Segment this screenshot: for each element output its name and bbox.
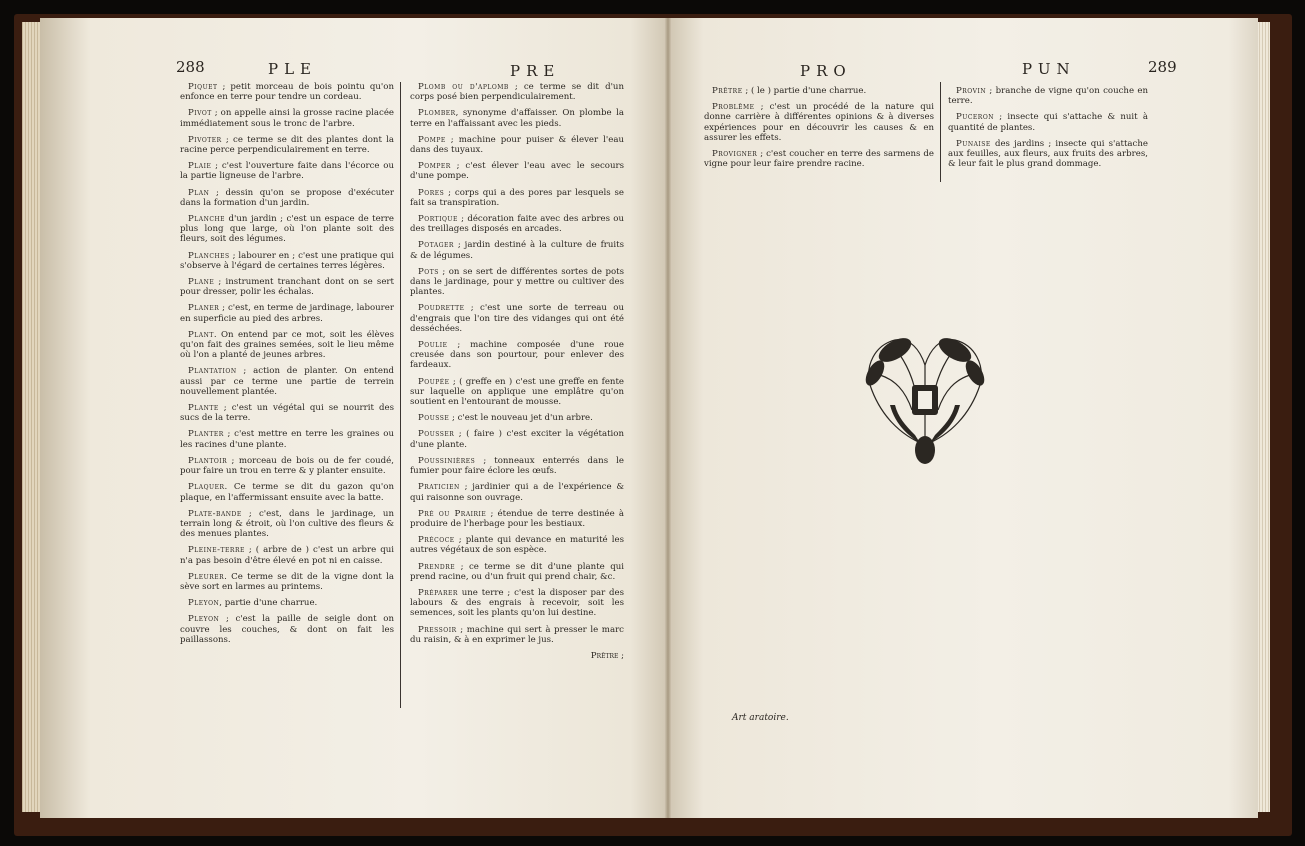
dictionary-entry <box>410 340 624 371</box>
entry-term: Plantoir <box>188 455 228 466</box>
entry-term: Punaise <box>956 138 991 149</box>
footer-label: Art aratoire. <box>732 713 789 723</box>
entry-term: Planer <box>188 303 220 314</box>
dictionary-entry <box>704 149 934 169</box>
entry-definition: ; c'est la paille de seigle dont on couvre les couches, & dont on fait les paillassons. <box>180 614 394 645</box>
dictionary-entry <box>410 482 624 502</box>
dictionary-entry <box>410 108 624 128</box>
entry-term: Plaquer <box>188 482 225 493</box>
dictionary-entry <box>180 188 394 208</box>
page-edges-right <box>1256 22 1270 812</box>
dictionary-entry <box>410 625 624 645</box>
entry-definition: . Ce terme se dit du gazon qu'on plaque, en l'affermissant ensuite avec la batte. <box>180 482 394 503</box>
dictionary-entry <box>410 135 624 155</box>
entry-term: Portique <box>418 214 458 225</box>
entry-definition: . Ce terme se dit de la vigne dont la sève sort en larmes au printems. <box>180 571 394 592</box>
dictionary-entry <box>180 509 394 540</box>
entry-definition: ; labourer en ; c'est une pratique qui s'observe à l'égard de certaines terres légères. <box>180 250 394 271</box>
dictionary-entry <box>948 139 1148 170</box>
dictionary-entry <box>180 598 394 608</box>
entry-term: Plantation <box>188 366 237 377</box>
dictionary-entry <box>180 545 394 565</box>
entry-term: Poudrette <box>418 303 465 314</box>
dictionary-entry <box>410 161 624 181</box>
entry-term: Pleyon <box>188 598 220 609</box>
entry-definition: ; instrument tranchant dont on se sert pour dresser, polir les échalas. <box>180 277 394 298</box>
entry-definition: ; corps qui a des pores par lesquels se fait sa transpiration. <box>410 187 624 208</box>
entry-definition: ; tonneaux enterrés dans le fumier pour faire éclore les œufs. <box>410 455 624 477</box>
entry-term: Pores <box>418 187 445 198</box>
entry-definition: ; insecte qui s'attache & nuit à quantité de plantes. <box>948 112 1148 133</box>
dictionary-entry <box>410 535 624 555</box>
dictionary-entry <box>410 509 624 529</box>
dictionary-entry <box>410 214 624 234</box>
dictionary-entry <box>180 403 394 423</box>
ornamental-vignette <box>840 325 1010 475</box>
dictionary-entry <box>410 303 624 334</box>
entry-definition: ; jardin destiné à la culture de fruits & de légumes. <box>410 240 624 261</box>
right-header-first: PRO <box>800 62 852 80</box>
entry-definition: ; c'est, dans le jardinage, un terrain long & étroit, où l'on cultive des fleurs & des menues plantes. <box>180 508 394 540</box>
entry-definition: ; machine qui sert à presser le marc du raisin, & à en exprimer le jus. <box>410 624 624 645</box>
entry-definition: ; ce terme se dit d'un corps posé bien perpendiculairement. <box>410 82 624 103</box>
left-page-column-1 <box>180 82 394 651</box>
catchword: Prêtre ; <box>590 650 624 661</box>
entry-definition: ; machine composée d'une roue creusée dans son pourtour, pour enlever des fardeaux. <box>410 340 624 371</box>
entry-term: Problême <box>712 102 755 113</box>
entry-term: Piquet <box>188 82 218 92</box>
dictionary-entry <box>410 413 624 423</box>
entry-term: Poussinières <box>418 455 476 466</box>
entry-term: Poupée <box>418 376 450 387</box>
dictionary-entry <box>410 562 624 582</box>
dictionary-entry <box>180 277 394 297</box>
left-header-second: PRE <box>510 62 561 80</box>
entry-term: Provigner <box>712 149 758 160</box>
entry-term: Plane <box>188 277 215 288</box>
entry-definition: ; étendue de terre destinée à produire de l'herbage pour les bestiaux. <box>410 508 625 529</box>
right-header-second: PUN <box>1022 60 1076 78</box>
dictionary-entry <box>704 86 934 96</box>
dictionary-entry <box>704 102 934 143</box>
entry-term: Pomper <box>418 161 451 172</box>
dictionary-entry <box>410 188 624 208</box>
entry-term: Pousse <box>418 413 450 424</box>
right-column-rule <box>940 82 941 182</box>
entry-definition: ; plante qui devance en maturité les autres végétaux de son espèce. <box>410 535 624 556</box>
entry-term: Planches <box>188 250 230 261</box>
entry-term: Pompe <box>418 134 446 145</box>
dictionary-entry <box>180 456 394 476</box>
entry-definition: des jardins ; insecte qui s'attache aux feuilles, aux fleurs, aux fruits des arbres, & leur fait le plus grand dommage. <box>948 138 1148 170</box>
entry-term: Pots <box>418 266 439 277</box>
entry-term: Pivot <box>188 108 212 119</box>
entry-term: Plomber <box>418 108 456 119</box>
entry-definition: ; on appelle ainsi la grosse racine placée immédiatement sous le tronc de l'arbre. <box>180 108 394 129</box>
entry-definition: ; branche de vigne qu'on couche en terre. <box>948 86 1148 107</box>
dictionary-entry <box>410 240 624 260</box>
entry-term: Plant <box>188 329 214 340</box>
right-page-column-2 <box>948 86 1148 175</box>
entry-term: Pressoir <box>418 624 457 635</box>
dictionary-entry <box>180 572 394 592</box>
entry-term: Pleine-terre <box>188 545 245 556</box>
entry-definition: ; c'est un procédé de la nature qui donne carrière à différentes opinions & à diverses expériences pour en découvrir les causes & en assurer les effets. <box>704 102 934 143</box>
dictionary-entry <box>948 86 1148 106</box>
entry-definition: ; c'est une sorte de terreau ou d'engrais que l'on tire des vidanges qui ont été desséchées. <box>410 303 624 334</box>
dictionary-entry <box>410 588 624 619</box>
entry-definition: ; morceau de bois ou de fer coudé, pour faire un trou en terre & y planter ensuite. <box>180 455 394 477</box>
right-page-column-1 <box>704 86 934 175</box>
entry-definition: ; c'est, en terme de jardinage, labourer en superficie au pied des arbres. <box>180 303 394 324</box>
dictionary-entry <box>180 82 394 102</box>
entry-term: Pleyon <box>188 614 220 625</box>
entry-definition: ; c'est un végétal qui se nourrit des sucs de la terre. <box>180 403 394 424</box>
dictionary-entry <box>180 135 394 155</box>
entry-definition: ; jardinier qui a de l'expérience & qui raisonne son ouvrage. <box>410 482 624 503</box>
entry-term: Plaie <box>188 161 212 172</box>
dictionary-entry <box>180 108 394 128</box>
entry-term: Préparer <box>418 587 458 598</box>
dictionary-entry <box>180 161 394 181</box>
entry-term: Plate-bande <box>188 508 242 519</box>
entry-definition: ; ce terme se dit d'une plante qui prend racine, ou d'un fruit qui prend chair, &c. <box>410 561 624 582</box>
right-page-number: 289 <box>1148 58 1177 76</box>
entry-term: Planche <box>188 214 226 225</box>
entry-term: Pivoter <box>188 134 222 145</box>
entry-term: Pousser <box>418 429 455 440</box>
left-page-number: 288 <box>176 58 205 76</box>
dictionary-entry <box>180 303 394 323</box>
entry-definition: ; c'est l'ouverture faite dans l'écorce ou la partie ligneuse de l'arbre. <box>180 161 394 182</box>
entry-term: Poulie <box>418 340 448 351</box>
entry-term: Prendre <box>418 561 456 572</box>
entry-definition: ; dessin qu'on se propose d'exécuter dans la formation d'un jardin. <box>180 187 394 208</box>
dictionary-entry <box>410 429 624 449</box>
dictionary-entry <box>180 251 394 271</box>
dictionary-entry <box>410 377 624 408</box>
dictionary-entry <box>410 82 624 102</box>
dictionary-entry <box>180 330 394 361</box>
entry-definition: ; ( greffe en ) c'est une greffe en fente sur laquelle on applique une emplâtre qu'on soutient en l'entourant de mousse. <box>410 376 624 408</box>
entry-definition: ; action de planter. On entend aussi par ce terme une partie de terrein nouvellement plantée. <box>180 366 394 397</box>
left-header-first: PLE <box>268 60 318 78</box>
entry-term: Précoce <box>418 535 455 546</box>
dictionary-entry <box>180 482 394 502</box>
entry-definition: d'un jardin ; c'est un espace de terre plus long que large, où l'on plante soit des fleurs, soit des légumes. <box>180 214 394 245</box>
entry-term: Pré ou Prairie <box>418 508 487 519</box>
dictionary-entry <box>180 214 394 245</box>
entry-term: Planter <box>188 429 224 440</box>
entry-definition: ; petit morceau de bois pointu qu'on enfonce en terre pour tendre un cordeau. <box>180 82 394 103</box>
entry-definition: ; on se sert de différentes sortes de pots dans le jardinage, pour y mettre ou cultiver des plantes. <box>410 266 624 298</box>
dictionary-entry <box>410 456 624 476</box>
dictionary-entry <box>410 267 624 298</box>
entry-definition: ; ce terme se dit des plantes dont la racine perce perpendiculairement en terre. <box>180 134 394 156</box>
dictionary-entry <box>948 112 1148 132</box>
book-gutter <box>664 18 672 818</box>
entry-definition: ; c'est mettre en terre les graines ou les racines d'une plante. <box>180 429 394 450</box>
entry-definition: ; c'est le nouveau jet d'un arbre. <box>449 413 593 424</box>
entry-definition: ; c'est coucher en terre des sarmens de vigne pour leur faire prendre racine. <box>704 149 934 170</box>
entry-term: Praticien <box>418 482 460 493</box>
entry-definition: une terre ; c'est la disposer par des labours & des engrais à recevoir, soit les semences, soit les plants qu'on lui destine. <box>410 587 624 619</box>
dictionary-entry <box>180 366 394 397</box>
entry-definition: , partie d'une charrue. <box>219 598 318 609</box>
entry-definition: . On entend par ce mot, soit les élèves qu'on fait des graines semées, soit le lieu même où l'on a planté de jeunes arbres. <box>180 329 394 361</box>
entry-definition: ; ( arbre de ) c'est un arbre qui n'a pas besoin d'être élevé en pot ni en caisse. <box>180 545 394 566</box>
entry-term: Provin <box>956 86 987 96</box>
entry-term: Puceron <box>956 112 994 123</box>
entry-term: Prêtre <box>712 86 743 96</box>
dictionary-entry <box>180 614 394 645</box>
entry-term: Plomb ou d'aplomb <box>418 82 509 92</box>
left-column-rule <box>400 82 401 708</box>
entry-definition: ; ( le ) partie d'une charrue. <box>742 86 867 96</box>
entry-definition: ; décoration faite avec des arbres ou des treillages disposés en arcades. <box>410 214 624 235</box>
entry-term: Pleurer <box>188 571 225 582</box>
dictionary-entry <box>180 429 394 449</box>
entry-definition: , synonyme d'affaisser. On plombe la terre en l'affaissant avec les pieds. <box>410 108 624 129</box>
entry-term: Plan <box>188 187 210 198</box>
entry-definition: ; c'est élever l'eau avec le secours d'une pompe. <box>410 161 624 182</box>
left-page-column-2 <box>410 82 624 661</box>
entry-definition: ; machine pour puiser & élever l'eau dans des tuyaux. <box>410 134 624 156</box>
entry-definition: ; ( faire ) c'est exciter la végétation d'une plante. <box>410 429 624 450</box>
entry-term: Potager <box>418 240 454 251</box>
entry-term: Plante <box>188 403 219 414</box>
